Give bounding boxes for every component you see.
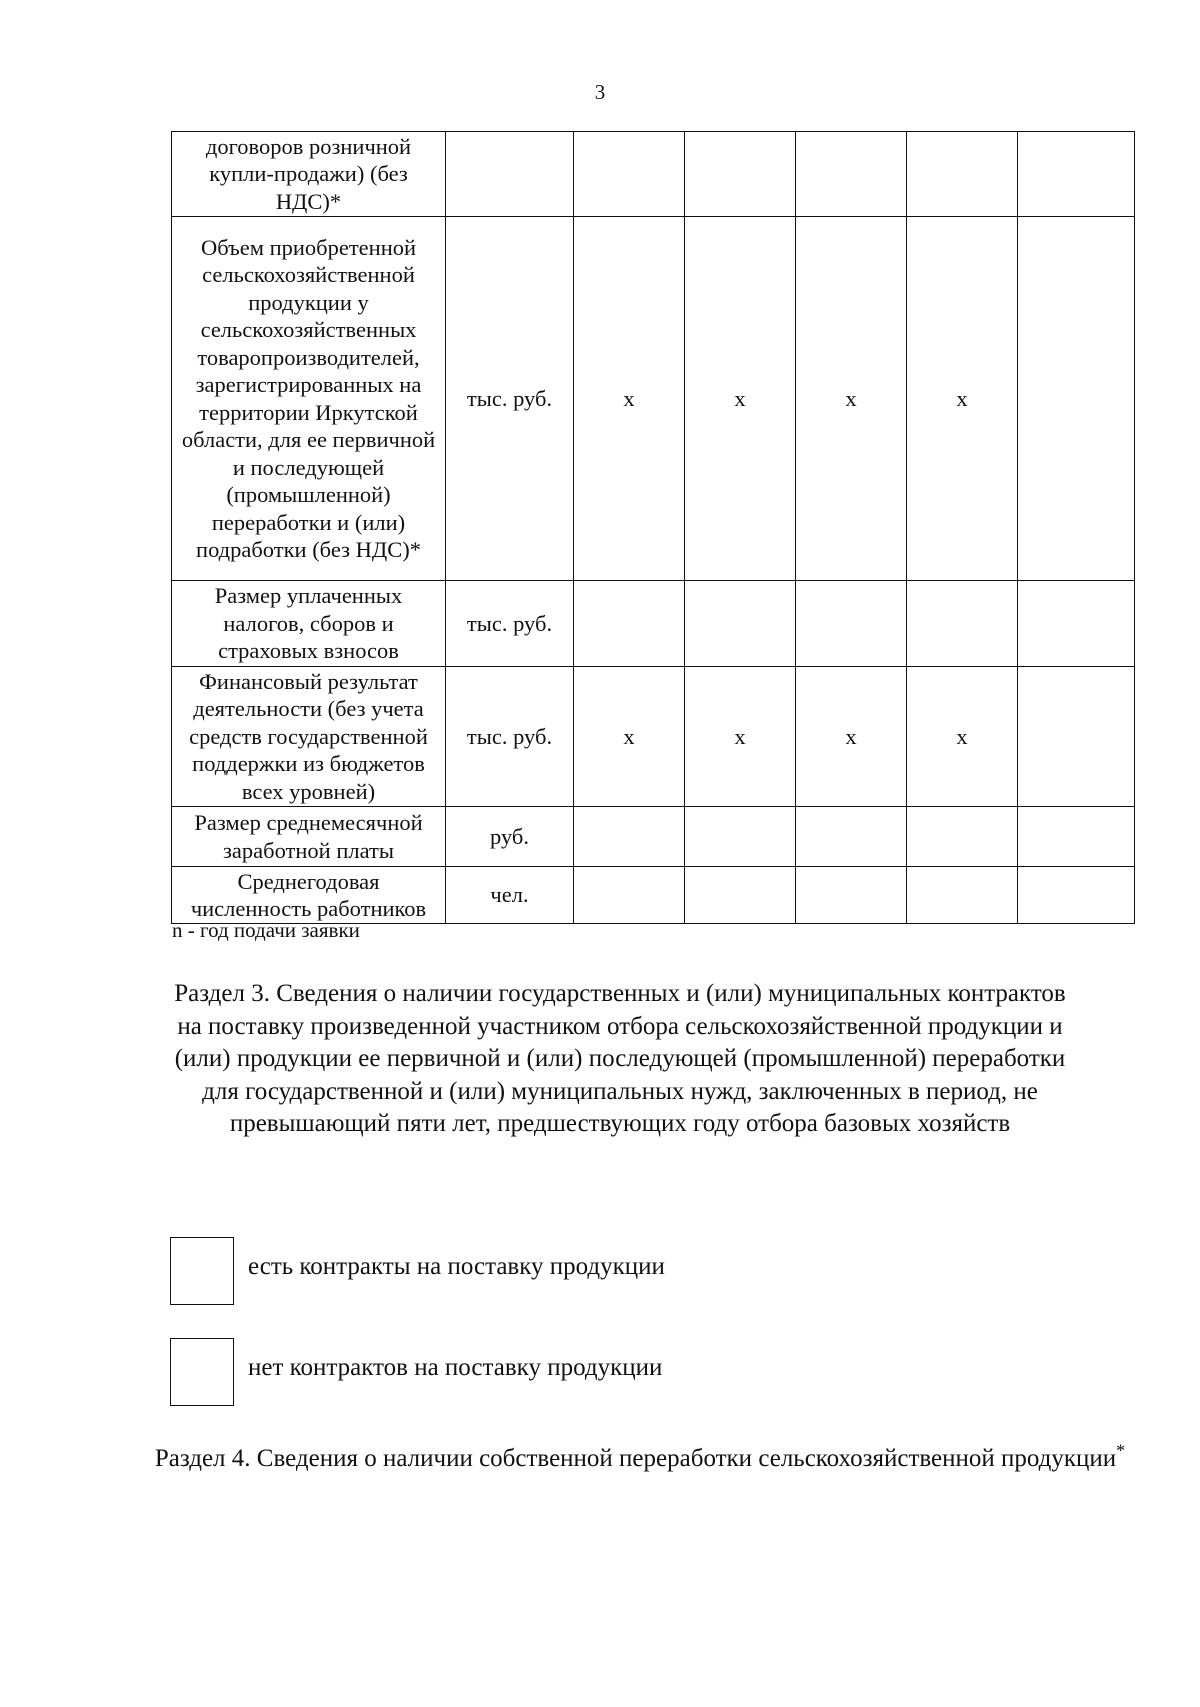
value-cell: х	[685, 217, 796, 581]
value-cell: х	[907, 217, 1018, 581]
value-cell	[574, 132, 685, 217]
footnote: n - год подачи заявки	[172, 918, 360, 942]
value-cell	[796, 807, 907, 867]
indicators-table	[171, 131, 1135, 924]
value-cell	[574, 581, 685, 667]
indicator-cell: Объем приобретенной сельскохозяйственной продукции у сельскохозяйственных товаропроизводителей, зарегистрированных на территории Иркутской области, для ее первичной и последующей (промышленной) переработки и (или) подработки (без НДС)*	[172, 217, 446, 581]
value-cell	[1018, 867, 1135, 924]
table-row	[172, 132, 1135, 217]
unit-cell: руб.	[446, 807, 574, 867]
indicator-cell: Финансовый результат деятельности (без учета средств государственной поддержки из бюджетов всех уровней)	[172, 667, 446, 807]
value-cell: х	[796, 667, 907, 807]
value-cell: х	[574, 667, 685, 807]
unit-cell	[446, 132, 574, 217]
value-cell	[907, 867, 1018, 924]
value-cell	[796, 132, 907, 217]
value-cell: х	[685, 667, 796, 807]
page-number: 3	[594, 80, 606, 104]
value-cell	[1018, 217, 1135, 581]
table-row	[172, 867, 1135, 924]
unit-cell: чел.	[446, 867, 574, 924]
unit-cell: тыс. руб.	[446, 667, 574, 807]
value-cell: х	[907, 667, 1018, 807]
section3-title: Раздел 3. Сведения о наличии государственных и (или) муниципальных контрактов на поставку произведенной участником отбора сельскохозяйственной продукции и (или) продукции ее первичной и (или) последующей (промышленной) переработки для государственной и (или) муниципальных нужд, заключенных в период, не превышающий пяти лет, предшествующих году отбора базовых хозяйств	[174, 980, 1066, 1137]
value-cell	[1018, 807, 1135, 867]
value-cell	[796, 581, 907, 667]
no-contracts-label: нет контрактов на поставку продукции	[248, 1354, 663, 1381]
table-row	[172, 667, 1135, 807]
value-cell	[685, 807, 796, 867]
section4-title-text: Раздел 4. Сведения о наличии собственной переработки сельскохозяйственной продукции	[154, 1445, 1117, 1472]
value-cell	[685, 867, 796, 924]
table-row	[172, 807, 1135, 867]
value-cell	[685, 581, 796, 667]
value-cell	[1018, 581, 1135, 667]
value-cell	[685, 132, 796, 217]
indicator-cell: договоров розничной купли-продажи) (без НДС)*	[172, 132, 446, 217]
indicator-cell: Размер уплаченных налогов, сборов и страховых взносов	[172, 581, 446, 667]
value-cell	[1018, 667, 1135, 807]
asterisk-mark: *	[1116, 1440, 1126, 1461]
value-cell	[907, 581, 1018, 667]
indicator-cell: Размер среднемесячной заработной платы	[172, 807, 446, 867]
value-cell: х	[796, 217, 907, 581]
table-row	[172, 581, 1135, 667]
indicator-cell: Среднегодовая численность работников	[172, 867, 446, 924]
value-cell	[574, 867, 685, 924]
unit-cell: тыс. руб.	[446, 217, 574, 581]
no-contracts-checkbox[interactable]	[170, 1338, 234, 1406]
value-cell: х	[574, 217, 685, 581]
value-cell	[1018, 132, 1135, 217]
unit-cell: тыс. руб.	[446, 581, 574, 667]
contracts-exist-checkbox[interactable]	[170, 1237, 234, 1305]
table-row	[172, 217, 1135, 581]
value-cell	[907, 132, 1018, 217]
value-cell	[574, 807, 685, 867]
contracts-exist-label: есть контракты на поставку продукции	[248, 1253, 665, 1280]
value-cell	[907, 807, 1018, 867]
section4-title	[140, 1440, 1140, 1474]
value-cell	[796, 867, 907, 924]
